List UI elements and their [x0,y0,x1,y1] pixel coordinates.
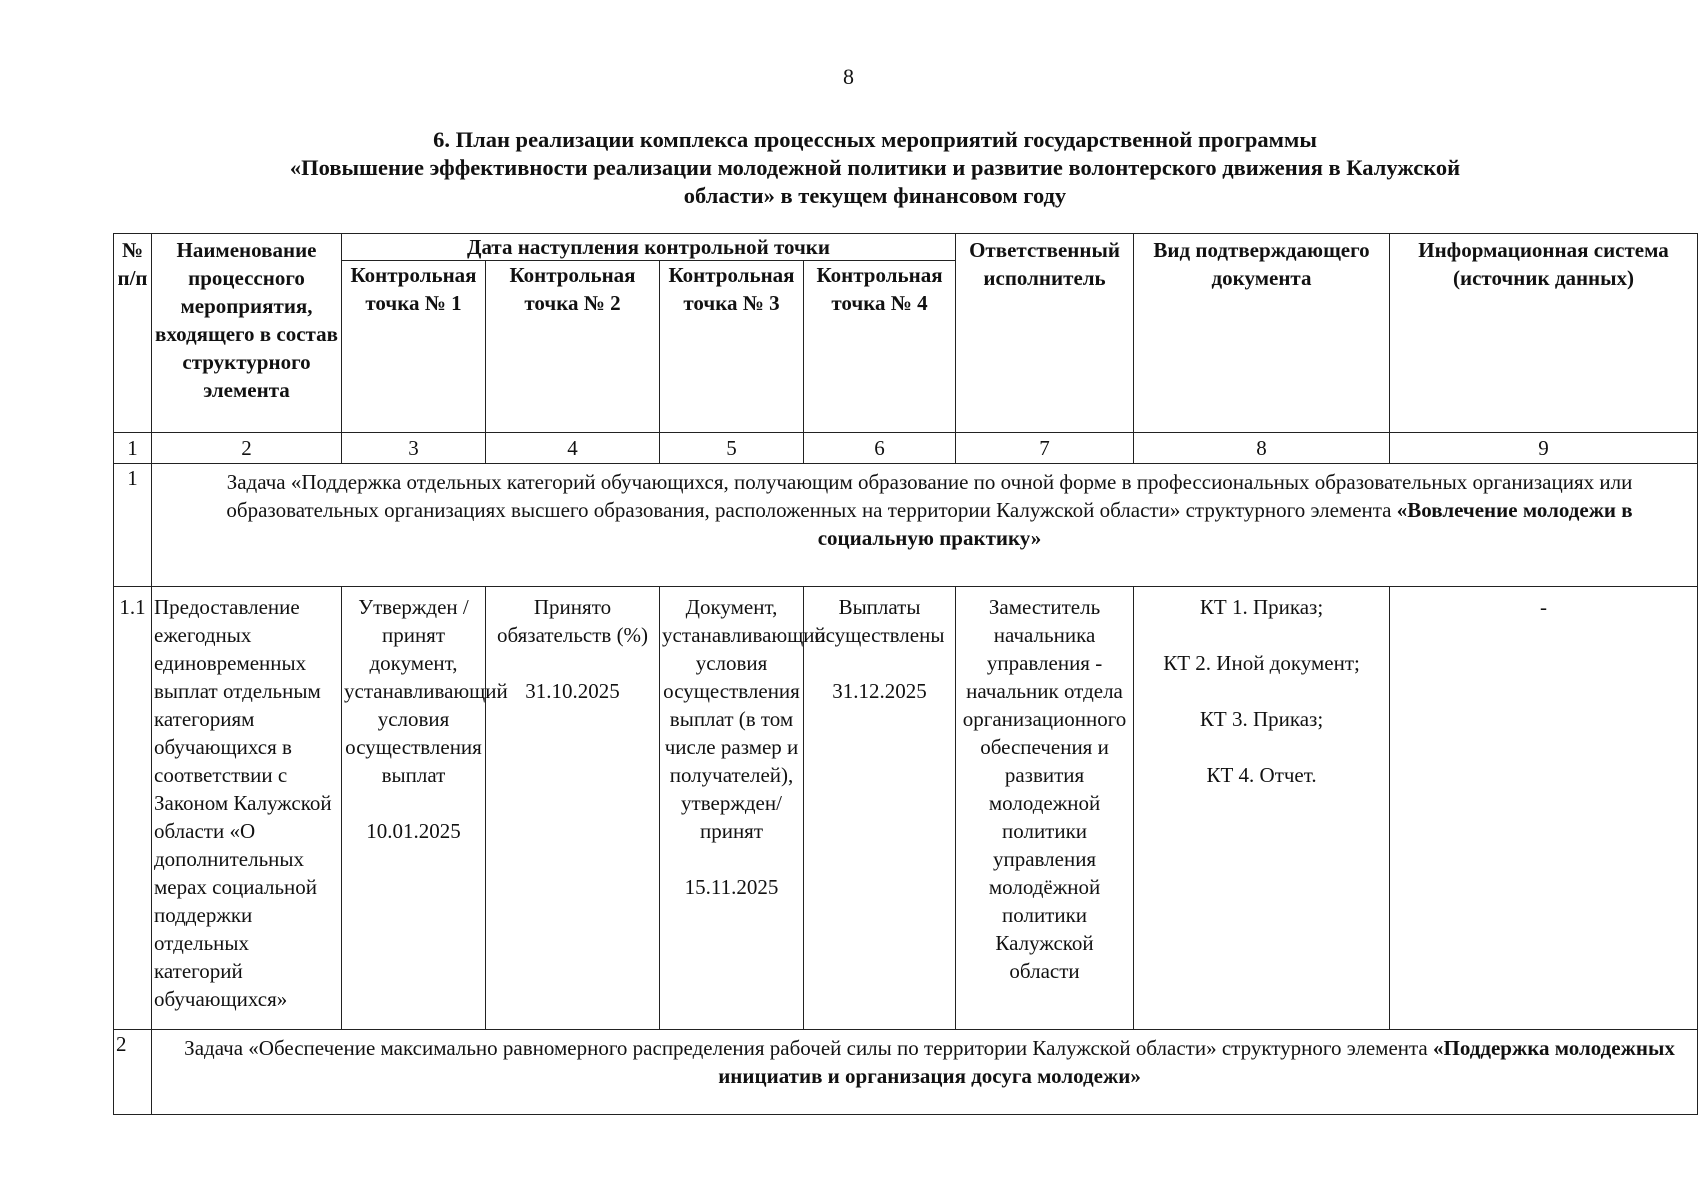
task-description [152,464,1698,587]
document-types [1134,587,1390,1030]
kt3-cell [660,587,826,1030]
column-number: 6 [804,433,956,464]
header-kt1: Контрольная точка № 1 [342,261,486,433]
header-number: № п/п [114,234,152,433]
task-text: Задача «Поддержка отдельных категорий обучающихся, получающим образование по очной форме в профессиональных образовательных организациях или образовательных организациях высшего образования, расположенных на территории Калужской области» структурного элемента [226,470,1633,522]
task-text: Задача «Обеспечение максимально равномерного распределения рабочей силы по территории Калужской области» структурного элемента [184,1036,1428,1060]
structural-element-name: «Вовлечение молодежи в социальную практику» [817,498,1633,550]
kt1-text: Утвержден /принят документ, устанавливающий условия осуществления выплат [344,595,508,787]
column-number: 7 [956,433,1134,464]
task-row-1 [114,464,1698,587]
responsible-person: Заместитель начальника управления - начальник отдела организационного обеспечения и развития молодежной политики управления молодёжной политики Калужской области [956,587,1134,1030]
header-control-point-group: Дата наступления контрольной точки [342,234,956,261]
title-line-3: области» в текущем финансовом году [683,183,1067,208]
document-title [150,126,1600,210]
title-line-1: 6. План реализации комплекса процессных мероприятий государственной программы [433,127,1317,152]
kt4-date: 31.12.2025 [832,679,927,703]
structural-element-name: «Поддержка молодежных инициатив и организация досуга молодежи» [718,1036,1675,1088]
kt2-cell [486,587,660,1030]
doc-kt1: КТ 1. Приказ; [1199,595,1324,619]
task-number: 1 [114,464,152,587]
activity-row-1-1 [114,587,1698,1030]
column-number: 2 [152,433,342,464]
column-number: 5 [660,433,804,464]
task-row-2 [114,1030,1698,1115]
kt3-date: 15.11.2025 [684,875,779,899]
header-kt3: Контрольная точка № 3 [660,261,804,433]
doc-kt2: КТ 2. Иной документ; [1163,651,1360,675]
header-activity-name: Наименование процессного мероприятия, входящего в состав структурного элемента [152,234,342,433]
header-document-type: Вид подтверждающего документа [1134,234,1390,433]
kt2-text: Принято обязательств (%) [496,595,649,647]
title-line-2: «Повышение эффективности реализации молодежной политики и развитие волонтерского движения в Калужской [289,155,1461,180]
kt4-text: Выплаты осуществлены [814,595,945,647]
kt2-date: 31.10.2025 [525,679,620,703]
header-responsible: Ответственный исполнитель [956,234,1134,433]
plan-table [113,233,1698,1115]
column-number: 8 [1134,433,1390,464]
column-number: 1 [114,433,152,464]
kt1-cell [342,587,508,1030]
task-description [152,1030,1698,1115]
doc-kt4: КТ 4. Отчет. [1206,763,1317,787]
page-number: 8 [843,64,854,89]
kt4-cell [804,587,956,1030]
doc-kt3: КТ 3. Приказ; [1199,707,1324,731]
activity-name: Предоставление ежегодных единовременных выплат отдельным категориям обучающихся в соответствии с Законом Калужской области «О дополнительных мерах социальной поддержки отдельных категорий обучающихся» [152,587,342,1030]
task-number: 2 [114,1030,152,1115]
header-kt4: Контрольная точка № 4 [804,261,956,433]
kt1-date: 10.01.2025 [366,819,461,843]
kt3-text: Документ, устанавливающий условия осуществления выплат (в том числе размер и получателей), утвержден/принят [662,595,826,843]
column-number-row [114,433,1698,464]
activity-number: 1.1 [114,587,152,1030]
header-kt2: Контрольная точка № 2 [486,261,660,433]
column-number: 9 [1390,433,1698,464]
column-number: 3 [342,433,486,464]
header-info-system: Информационная система (источник данных) [1390,234,1698,433]
column-number: 4 [486,433,660,464]
info-system-value: - [1390,587,1698,1030]
